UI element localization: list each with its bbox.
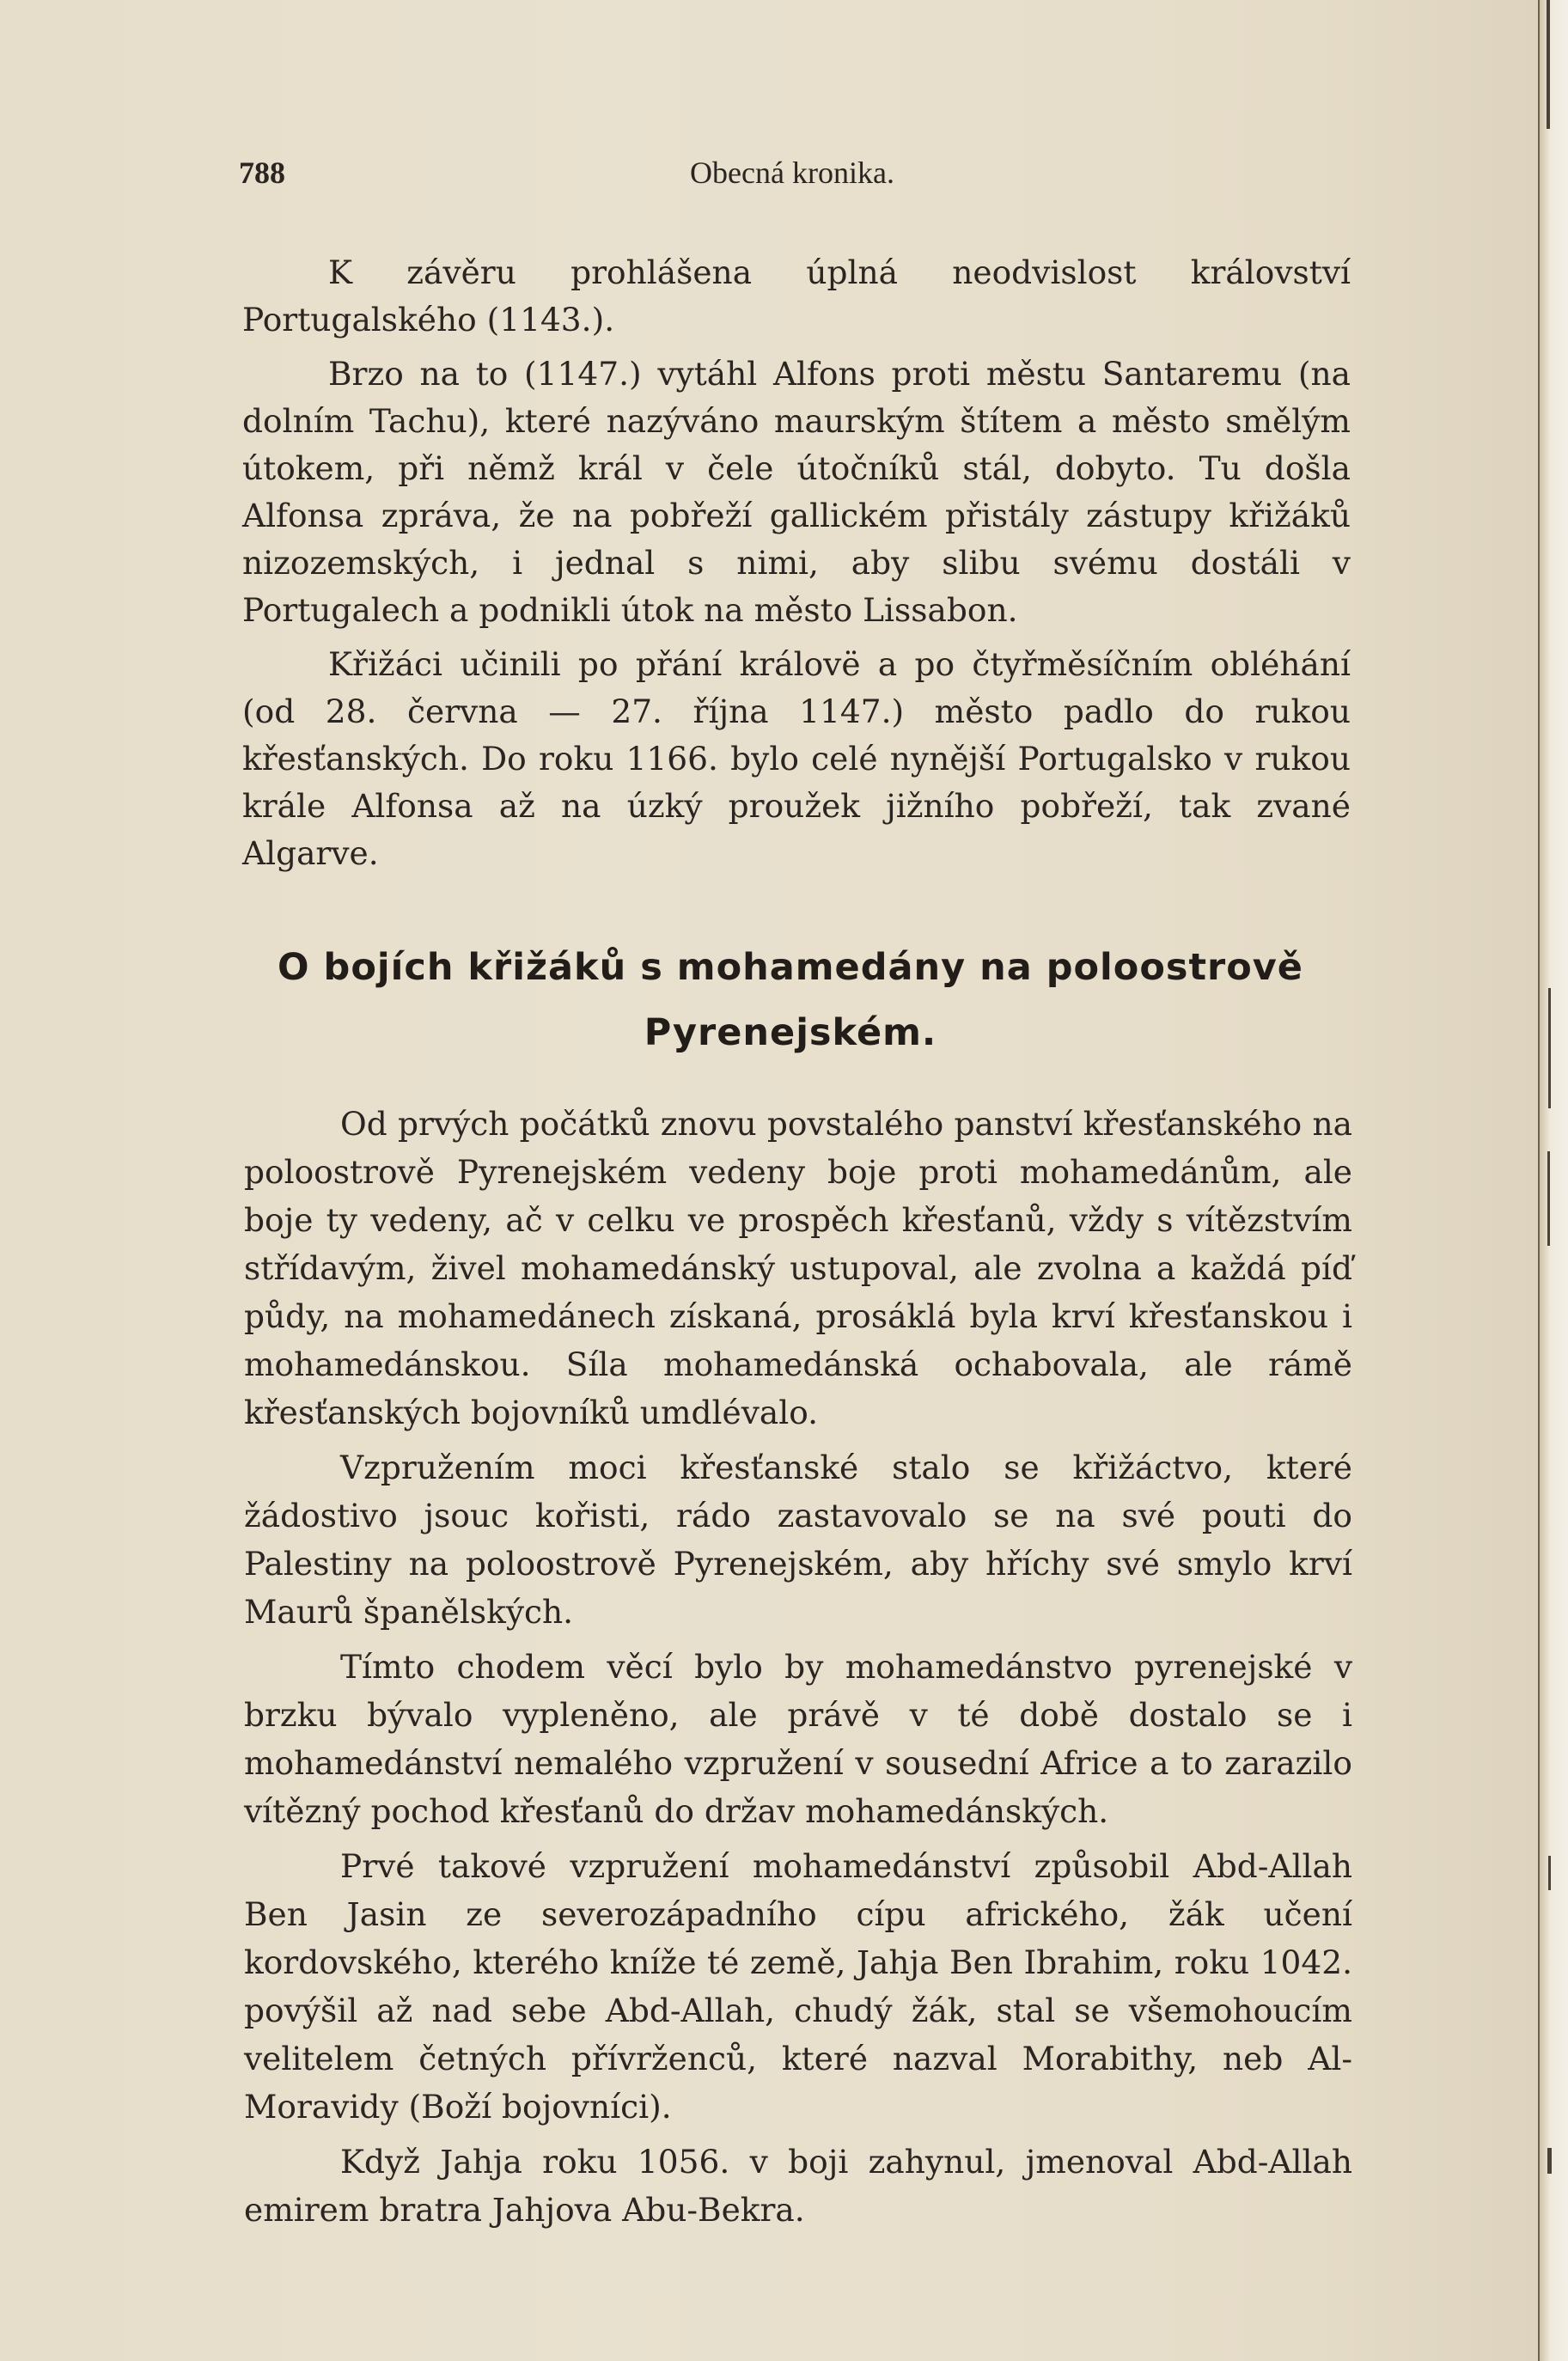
paragraph: Tímto chodem věcí bylo by mohamedánstvo pyrenejské v brzku bývalo vypleněno, ale právě v té době dostalo se i mohamedánství nemalého vzpružení v sousední Africe a to zarazilo vítězný pochod křesťanů do držav mohamedánských. <box>244 1648 1352 1830</box>
paragraph: Brzo na to (1147.) vytáhl Alfons proti městu Santaremu (na dolním Tachu), které nazýváno maurským štítem a město smělým útokem, při němž král v čele útočníků stál, dobyto. Tu došla Alfonsa zpráva, že na pobřeží gallickém přistály zástupy křižáků nizozemských, i jednal s nimi, aby slibu svému dostáli v Portugalech a podnikli útok na město Lissabon. <box>242 355 1351 629</box>
paragraph: K závěru prohlášena úplná neodvislost království Portugalského (1143.). <box>242 253 1351 339</box>
page-number: 788 <box>239 156 285 190</box>
paragraph: Když Jahja roku 1056. v boji zahynul, jmenoval Abd-Allah emirem bratra Jahjova Abu-Bekra. <box>244 2143 1352 2229</box>
spine-mark <box>1547 2148 1552 2174</box>
spine-mark <box>1547 0 1550 129</box>
spine-mark <box>1548 1856 1551 1890</box>
spine-mark <box>1547 1151 1550 1246</box>
section-one-text <box>242 249 1351 884</box>
paragraph: Křižáci učinili po přání královë a po čtyřměsíčním obléhání (od 28. června — 27. října 1147.) město padlo do rukou křesťanských. Do roku 1166. bylo celé nynější Portugalsko v rukou krále Alfonsa až na úzký proužek jižního pobřeží, tak zvané Algarve. <box>242 645 1351 872</box>
section-heading <box>215 935 1366 1065</box>
paragraph: Vzpružením moci křesťanské stalo se křižáctvo, které žádostivo jsouc kořisti, rádo zastavovalo se na své pouti do Palestiny na poloostrově Pyrenejském, aby hříchy své smylo krví Maurů španělských. <box>244 1449 1352 1631</box>
book-spine-edge <box>1538 0 1568 2361</box>
paragraph: Prvé takové vzpružení mohamedánství způsobil Abd-Allah Ben Jasin ze severozápadního cípu afrického, žák učení kordovského, kterého kníže té země, Jahja Ben Ibrahim, roku 1042. povýšil až nad sebe Abd-Allah, chudý žák, stal se všemohoucím velitelem četných přívrženců, které nazval Morabithy, neb Al-Moravidy (Boží bojovníci). <box>244 1847 1352 2126</box>
section-heading-line-2: Pyrenejském. <box>644 1011 937 1054</box>
page-header <box>239 155 1345 198</box>
paragraph: Od prvých počátků znovu povstalého panství křesťanského na poloostrově Pyrenejském vedeny boje proti mohamedánům, ale boje ty vedeny, ač v celku ve prospěch křesťanů, vždy s vítězstvím střídavým, živel mohamedánský ustupoval, ale zvolna a každá píď půdy, na mohamedánech získaná, prosáklá byla krví křesťanskou i mohamedánskou. Síla mohamedánská ochabovala, ale rámě křesťanských bojovníků umdlévalo. <box>244 1105 1352 1431</box>
section-heading-line-1: O bojích křižáků s mohamedány na poloostrově <box>278 946 1303 989</box>
spine-mark <box>1548 988 1551 1108</box>
section-two-text <box>244 1100 1352 2241</box>
running-title: Obecná kronika. <box>690 156 894 190</box>
